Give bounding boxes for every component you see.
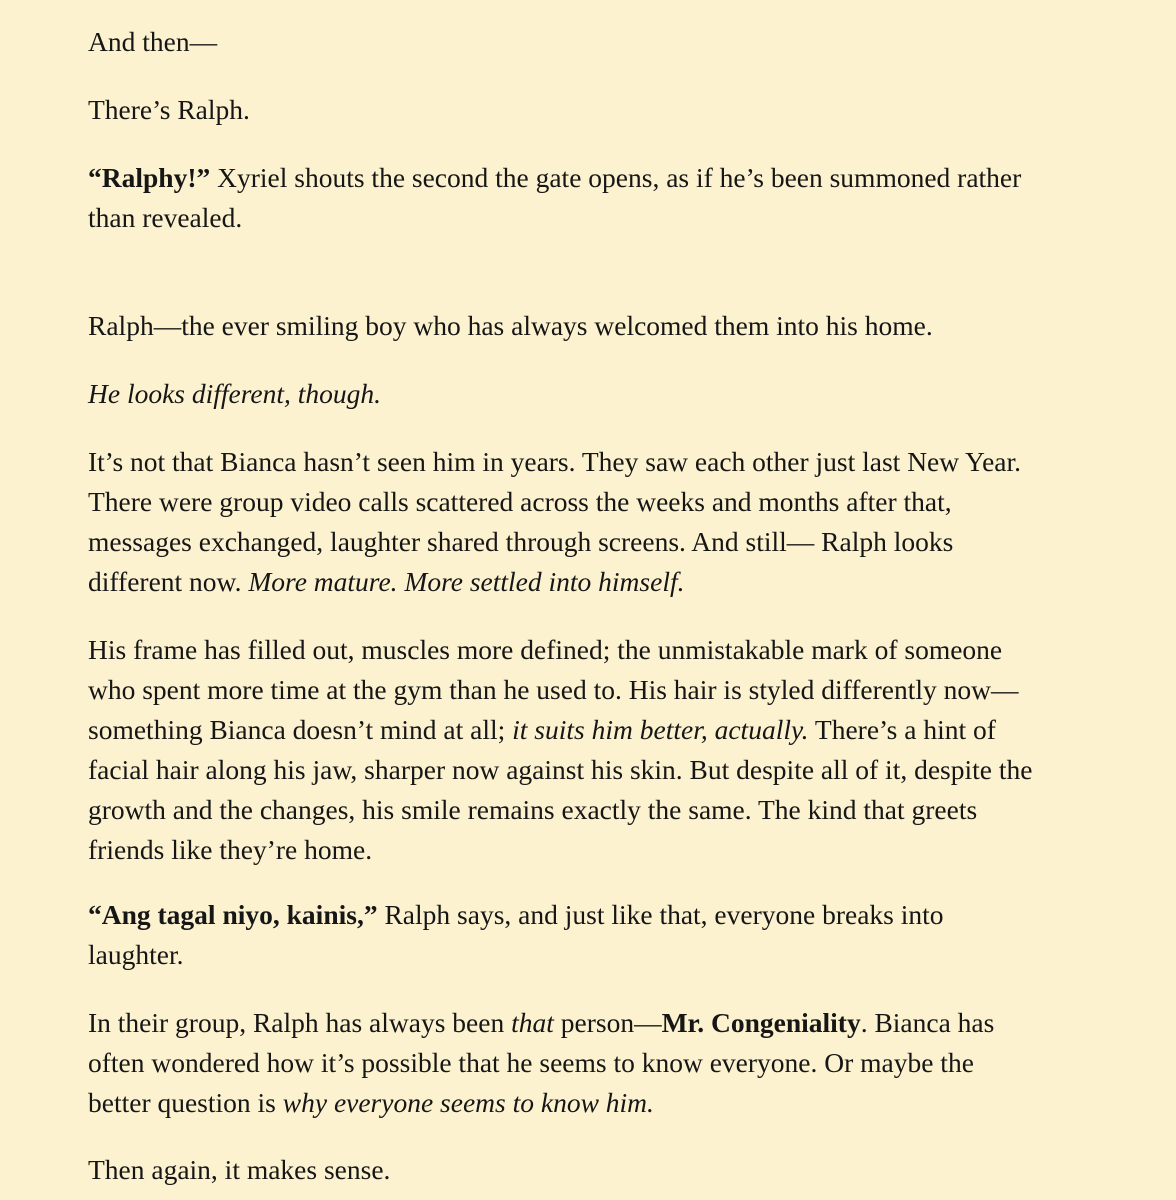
text-run: messages exchanged, laughter shared through screens. And still— Ralph looks <box>88 526 954 557</box>
paragraph-and-then <box>88 22 1118 62</box>
bold-text: “Ang tagal niyo, kainis,” <box>88 899 378 930</box>
paragraph-mr-congeniality <box>88 1003 1118 1123</box>
text-line <box>88 830 1118 870</box>
text-run: Ralph says, and just like that, everyone breaks into <box>377 899 944 930</box>
bold-text: Mr. Congeniality <box>661 1007 861 1038</box>
paragraph-looks-different <box>88 374 1118 414</box>
text-run: . Bianca has <box>860 1007 995 1038</box>
text-run: growth and the changes, his smile remains exactly the same. The kind that greets <box>88 794 978 825</box>
text-line <box>88 90 1118 130</box>
text-line <box>88 1150 1118 1190</box>
text-line <box>88 1043 1118 1083</box>
text-run: than revealed. <box>88 202 243 233</box>
text-line <box>88 790 1118 830</box>
paragraph-theres-ralph <box>88 90 1118 130</box>
paragraph-not-seen-in-years <box>88 442 1118 602</box>
text-run: friends like they’re home. <box>88 834 373 865</box>
text-line <box>88 1003 1118 1043</box>
text-line <box>88 670 1118 710</box>
text-run: In their group, Ralph has always been <box>88 1007 512 1038</box>
italic-text: He looks different, though. <box>88 378 382 409</box>
text-run: And then— <box>88 26 218 57</box>
text-line <box>88 158 1118 198</box>
italic-text: that <box>511 1007 554 1038</box>
italic-text: it suits him better, actually. <box>512 714 809 745</box>
text-line <box>88 374 1118 414</box>
italic-text: More mature. More settled into himself. <box>248 566 685 597</box>
text-line <box>88 482 1118 522</box>
bold-text: “Ralphy!” <box>88 162 211 193</box>
text-run: laughter. <box>88 939 184 970</box>
paragraph-ralphy-shout <box>88 158 1118 238</box>
text-run: There were group video calls scattered across the weeks and months after that, <box>88 486 952 517</box>
paragraph-ang-tagal <box>88 895 1118 975</box>
text-run: There’s a hint of <box>808 714 996 745</box>
text-run: It’s not that Bianca hasn’t seen him in years. They saw each other just last New Year. <box>88 446 1022 477</box>
text-line <box>88 22 1118 62</box>
text-line <box>88 522 1118 562</box>
paragraph-frame-filled-out <box>88 630 1118 870</box>
text-line <box>88 750 1118 790</box>
text-run: person— <box>553 1007 662 1038</box>
text-run: facial hair along his jaw, sharper now against his skin. But despite all of it, despite the <box>88 754 1033 785</box>
text-line <box>88 895 1118 935</box>
text-line <box>88 562 1118 602</box>
text-run: Xyriel shouts the second the gate opens, as if he’s been summoned rather <box>210 162 1022 193</box>
paragraph-makes-sense <box>88 1150 1118 1190</box>
text-run: often wondered how it’s possible that he seems to know everyone. Or maybe the <box>88 1047 974 1078</box>
text-line <box>88 935 1118 975</box>
text-run: better question is <box>88 1087 283 1118</box>
text-run: who spent more time at the gym than he used to. His hair is styled differently now— <box>88 674 1019 705</box>
text-run: There’s Ralph. <box>88 94 250 125</box>
text-run: different now. <box>88 566 249 597</box>
text-line <box>88 306 1118 346</box>
text-line <box>88 1083 1118 1123</box>
text-run: Then again, it makes sense. <box>88 1154 391 1185</box>
text-run: something Bianca doesn’t mind at all; <box>88 714 513 745</box>
paragraph-ralph-intro <box>88 306 1118 346</box>
text-run: Ralph—the ever smiling boy who has always welcomed them into his home. <box>88 310 933 341</box>
text-line <box>88 442 1118 482</box>
text-line <box>88 710 1118 750</box>
text-line <box>88 198 1118 238</box>
text-line <box>88 630 1118 670</box>
italic-text: why everyone seems to know him. <box>282 1087 654 1118</box>
text-run: His frame has filled out, muscles more defined; the unmistakable mark of someone <box>88 634 1003 665</box>
